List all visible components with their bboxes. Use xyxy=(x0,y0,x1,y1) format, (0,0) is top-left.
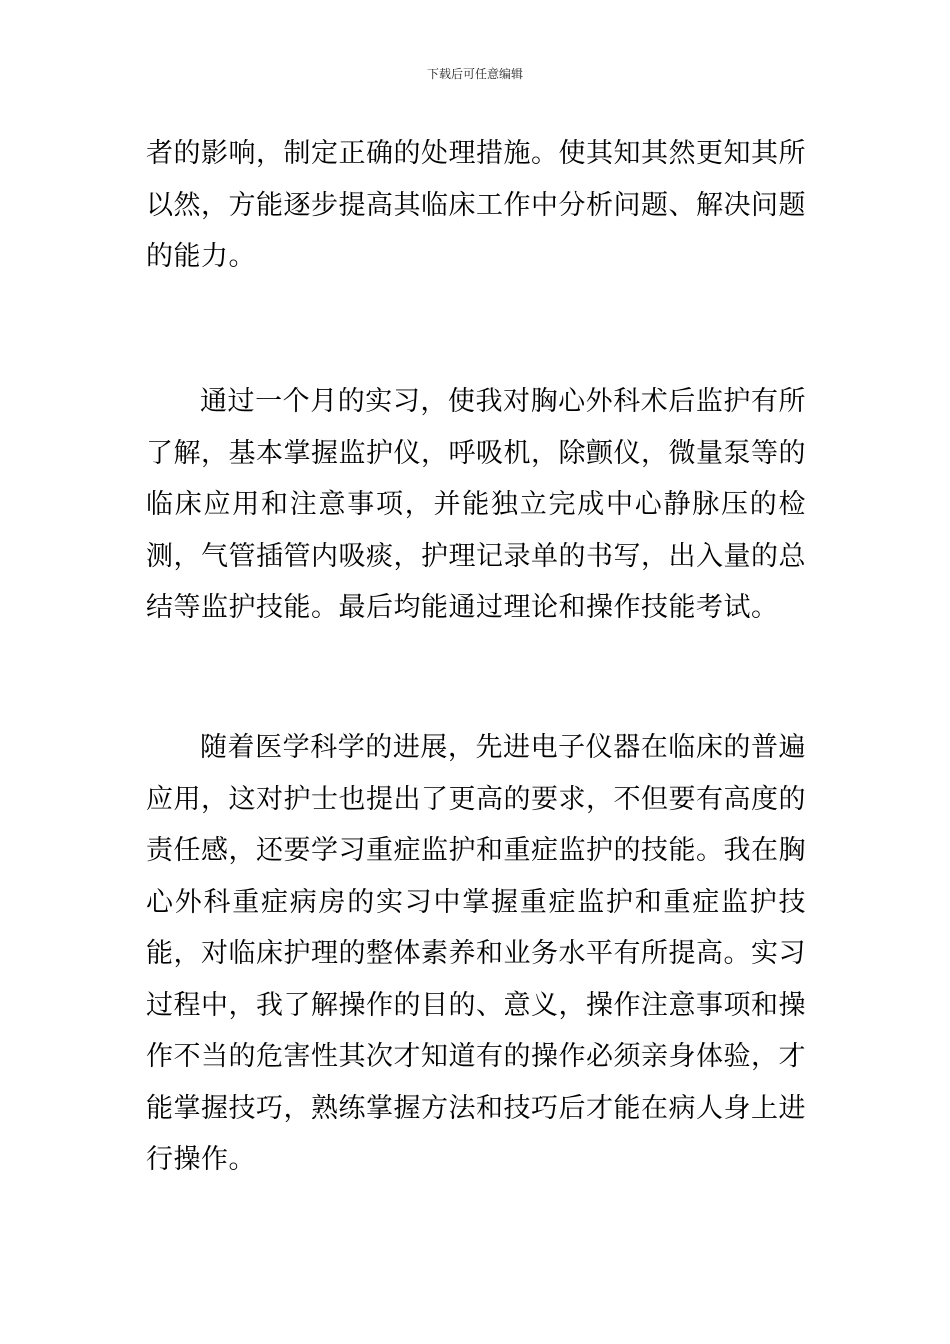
paragraph-text: 通过一个月的实习，使我对胸心外科术后监护有所了解，基本掌握监护仪，呼吸机，除颤仪，微量泵等的临床应用和注意事项，并能独立完成中心静脉压的检测，气管插管内吸痰，护理记录单的书写，出入量的总结等监护技能。最后均能通过理论和操作技能考试。 xyxy=(146,386,806,623)
paragraph-medical-progress xyxy=(146,722,806,1186)
paragraph-text: 者的影响，制定正确的处理措施。使其知其然更知其所以然，方能逐步提高其临床工作中分析问题、解决问题的能力。 xyxy=(146,138,806,272)
paragraph-internship-summary xyxy=(146,376,806,634)
page-header: 下载后可任意编辑 xyxy=(426,67,523,81)
paragraph-text: 随着医学科学的进展，先进电子仪器在临床的普遍应用，这对护士也提出了更高的要求，不但要有高度的责任感，还要学习重症监护和重症监护的技能。我在胸心外科重症病房的实习中掌握重症监护和重症监护技能，对临床护理的整体素养和业务水平有所提高。实习过程中，我了解操作的目的、意义，操作注意事项和操作不当的危害性其次才知道有的操作必须亲身体验，才能掌握技巧，熟练掌握方法和技巧后才能在病人身上进行操作。 xyxy=(146,732,806,1175)
paragraph-continuation xyxy=(146,128,806,283)
